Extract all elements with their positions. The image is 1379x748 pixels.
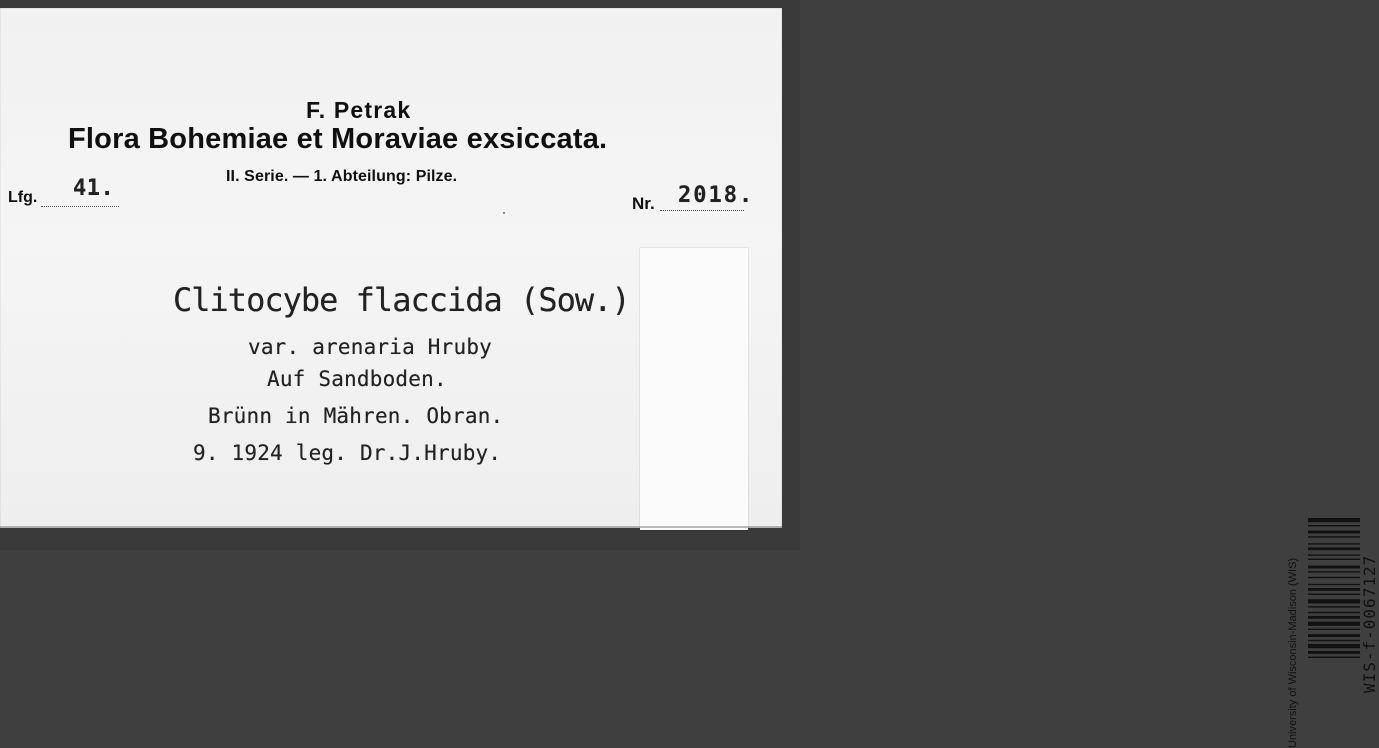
lfg-number: 41. (73, 176, 115, 201)
barcode-bar (1308, 594, 1360, 595)
barcode-number: WIS-f-0067127 (1360, 554, 1379, 693)
barcode-bar (1308, 536, 1360, 537)
herbarium-label (0, 8, 1379, 748)
barcode-bar (1308, 559, 1360, 560)
barcode-bar (1308, 612, 1360, 613)
locality: Brünn in Mähren. Obran. (208, 404, 504, 428)
barcode-bar (1308, 543, 1360, 544)
barcode-bar (1308, 566, 1360, 569)
paper-speck (503, 212, 505, 214)
variety-name: var. arenaria Hruby (248, 335, 493, 359)
nr-label: Nr. (632, 194, 655, 213)
specimen-number: 2018. (678, 183, 755, 208)
barcode-bar (1308, 640, 1360, 641)
barcode-bar (1308, 571, 1360, 572)
barcode-bar (1308, 599, 1360, 603)
barcode-bar (1308, 634, 1360, 637)
barcode-bar (1308, 518, 1360, 522)
barcode-sticker (640, 248, 1379, 748)
barcode-bar (1308, 651, 1360, 654)
barcode-institution: University of Wisconsin-Madison (WIS) (1287, 557, 1299, 748)
barcode-image (1308, 518, 1360, 742)
date-collector: 9. 1924 leg. Dr.J.Hruby. (193, 441, 502, 465)
barcode-bar (1308, 531, 1360, 534)
barcode-bar (1308, 616, 1360, 619)
barcode-bar (1308, 606, 1360, 607)
lfg-label: Lfg. (8, 189, 38, 206)
barcode-bar (1308, 554, 1360, 555)
barcode-bar (1308, 525, 1360, 526)
collector-name: F. Petrak (306, 97, 412, 123)
series-info: II. Serie. — 1. Abteilung: Pilze. (226, 168, 458, 185)
collection-title: Flora Bohemiae et Moraviae exsiccata. (68, 123, 608, 155)
lfg-dotted-line (41, 205, 119, 207)
nr-dotted-line (660, 209, 744, 211)
barcode-bar (1308, 584, 1360, 585)
barcode-bar (1308, 547, 1360, 550)
barcode-bar (1308, 588, 1360, 591)
species-name: Clitocybe flaccida (Sow.) (173, 281, 630, 319)
barcode-bar (1308, 657, 1360, 658)
substrate-note: Auf Sandboden. (267, 367, 447, 391)
barcode-bar (1308, 622, 1360, 626)
barcode-bar (1308, 629, 1360, 630)
barcode-bar (1308, 577, 1360, 578)
barcode-bar (1308, 644, 1360, 648)
